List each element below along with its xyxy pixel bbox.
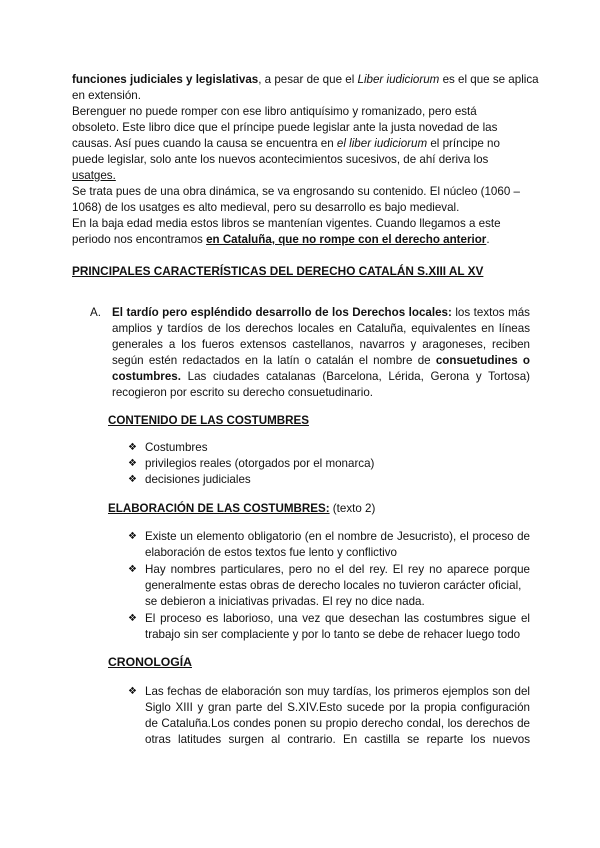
intro-line-3: Berenguer no puede romper con ese libro antiquísimo y romanizado, pero está [72,105,477,118]
intro-line-1: funciones judiciales y legislativas, a pesar de que el Liber iudiciorum es el que se aplica [72,73,539,86]
elaboracion-heading: ELABORACIÓN DE LAS COSTUMBRES: [108,502,330,515]
contenido-heading: CONTENIDO DE LAS COSTUMBRES [108,414,309,427]
elaboracion-b3-line-1: El proceso es laborioso, una vez que desechan las costumbres sigue el [145,612,530,625]
intro-line-9: 1068) de los usatges es alto medieval, pero su desarrollo es bajo medieval. [72,201,460,214]
bullet-icon: ❖ [128,442,137,453]
item-a-title: El tardío pero espléndido desarrollo de los Derechos locales: [112,306,452,319]
texto-2-note: (texto 2) [329,502,376,515]
bullet-icon: ❖ [128,686,137,697]
item-a-line-3: generales a los fueros extensos castellanos, navarros y aragoneses, reciben [112,338,530,351]
elaboracion-b1-line-2: elaboración de estos textos fue lento y conflictivo [145,546,397,559]
intro-line-6: puede legislar, solo ante los nuevos acontecimientos sucesivos, de ahí deriva los [72,153,489,166]
bullet-icon: ❖ [128,474,137,485]
item-a-line-1: El tardío pero espléndido desarrollo de los Derechos locales: los textos más [112,306,530,319]
elaboracion-b1-line-1: Existe un elemento obligatorio (en el nombre de Jesucristo), el proceso de [145,530,530,543]
elaboracion-b2-line-1: Hay nombres particulares, pero no el del rey. El rey no aparece porque [145,563,530,576]
item-a-line-4: según estén redactados en la latín o catalán el nombre de consuetudines o [112,354,530,367]
bullet-icon: ❖ [128,564,137,575]
intro-line-5: causas. Así pues cuando la causa se encuentra en el liber iudiciorum el príncipe no [72,137,500,150]
item-a-line-5: costumbres. Las ciudades catalanas (Barcelona, Lérida, Gerona y Tortosa) [112,370,530,383]
bullet-icon: ❖ [128,613,137,624]
liber-iudiciorum-term: Liber iudiciorum [357,73,440,86]
intro-bold-phrase: funciones judiciales y legislativas [72,73,259,86]
cronologia-heading: CRONOLOGÍA [108,655,192,669]
intro-line-11: periodo nos encontramos en Cataluña, que no rompe con el derecho anterior. [72,233,490,246]
bullet-icon: ❖ [128,458,137,469]
item-a-line-6: recogieron por escrito su derecho consuetudinario. [112,386,374,399]
elaboracion-b2-line-2: generalmente estas obras de derecho locales no tuvieron carácter oficial, [145,579,522,592]
bullet-icon: ❖ [128,531,137,542]
intro-line-2: en extensión. [72,89,141,102]
contenido-item: privilegios reales (otorgados por el monarca) [145,457,375,470]
elaboracion-b2-line-3: se debieron a iniciativas privadas. El rey no dice nada. [145,595,425,608]
intro-line-8: Se trata pues de una obra dinámica, se va engrosando su contenido. El núcleo (1060 – [72,185,520,198]
item-a-marker: A. [90,306,101,319]
elaboracion-b3-line-2: trabajo sin ser complaciente y por lo tanto se debe de rehacer luego todo [145,628,521,641]
cronologia-line-1: Las fechas de elaboración son muy tardías, los primeros ejemplos son del [145,685,530,698]
cronologia-line-3: de Cataluña.Los condes ponen su propio derecho condal, los derechos de [145,717,530,730]
item-a-line-2: amplios y tardíos de los derechos locales en Cataluña, equivalentes en líneas [112,322,530,335]
cronologia-line-4: otras latitudes surgen al contrario. En castilla se reparte los nuevos [145,733,530,746]
cataluna-emphasis: en Cataluña, que no rompe con el derecho anterior [206,233,487,246]
contenido-item: decisiones judiciales [145,473,251,486]
usatges-link-text: usatges. [72,169,116,182]
section-title: PRINCIPALES CARACTERÍSTICAS DEL DERECHO CATALÁN S.XIII AL XV [72,264,484,278]
elaboracion-heading-line [108,501,375,517]
contenido-item: Costumbres [145,441,208,454]
cronologia-line-2: Siglo XIII y gran parte del S.XIV.Esto sucede por la propia configuración [145,701,530,714]
intro-line-4: obsoleto. Este libro dice que el príncipe puede legislar ante la justa novedad de las [72,121,498,134]
intro-line-10: En la baja edad media estos libros se mantenían vigentes. Cuando llegamos a este [72,217,501,230]
